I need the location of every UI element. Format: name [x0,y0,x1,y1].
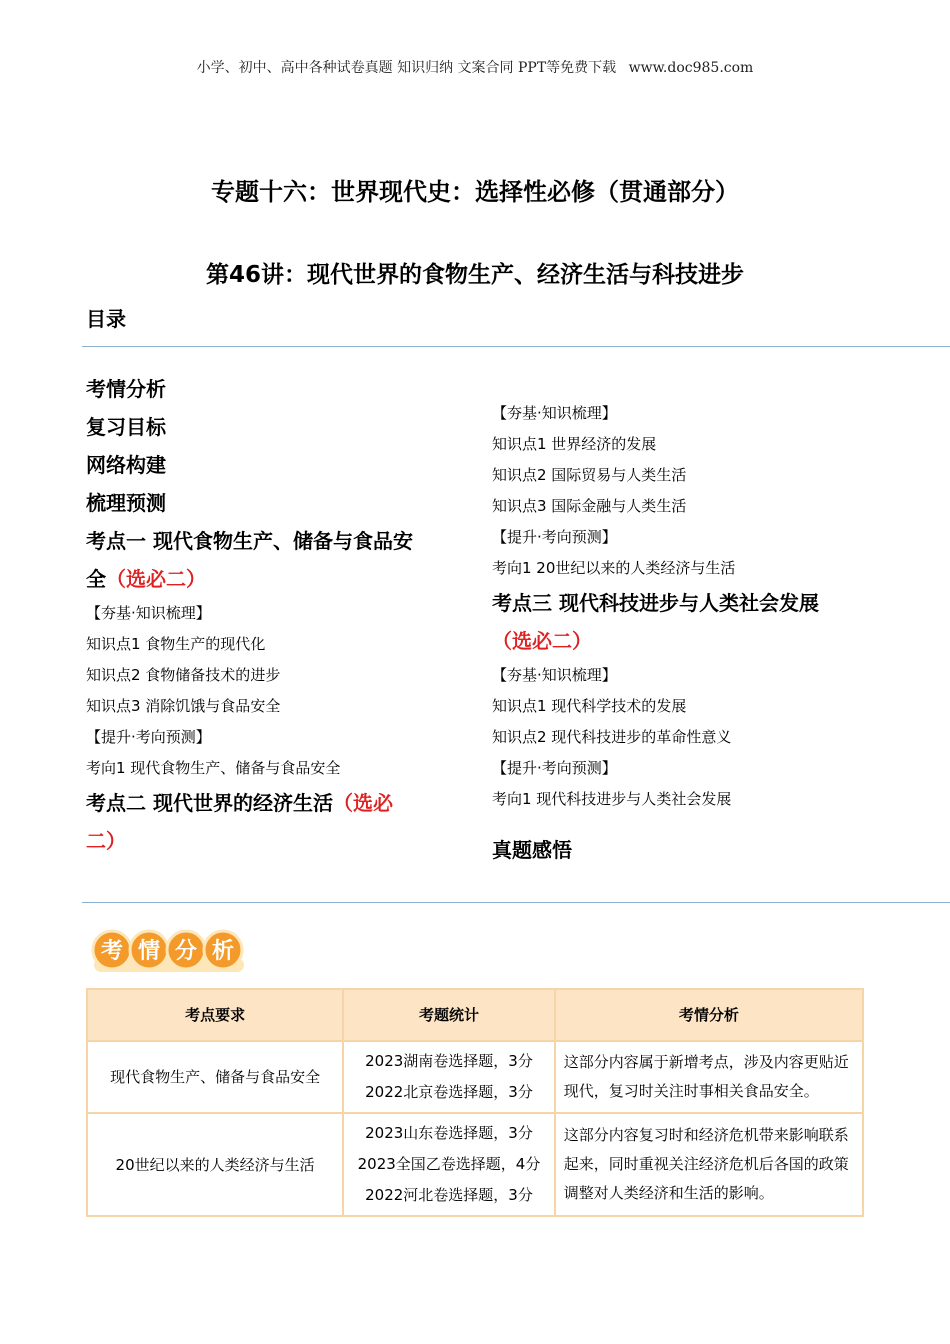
toc-kp2-sub-2[interactable]: 知识点1 世界经济的发展 [492,435,657,453]
toc-kp1-sub-5[interactable]: 【提升·考向预测】 [86,728,211,746]
toc-kp1-sub-4[interactable]: 知识点3 消除饥饿与食品安全 [86,697,281,715]
toc-top-divider [82,346,950,347]
toc-kp1-sub-3[interactable]: 知识点2 食物储备技术的进步 [86,666,281,684]
header-analysis: 考情分析 [555,989,863,1041]
toc-item-network[interactable]: 网络构建 [86,453,166,477]
toc-kp2-sub-5[interactable]: 【提升·考向预测】 [492,528,617,546]
toc-kp1-heading[interactable] [86,522,466,598]
toc-item-review[interactable]: 梳理预测 [86,491,166,515]
header-text: 小学、初中、高中各种试卷真题 知识归纳 文案合同 PPT等免费下载 [196,60,617,76]
toc-kp1-line2: 全 [86,567,106,591]
toc-kp3-heading[interactable]: 考点三 现代科技进步与人类社会发展 [492,591,819,615]
page-header [0,57,950,77]
toc-kp2-tag-2: 二） [86,829,126,853]
toc-kp3-sub-4[interactable]: 【提升·考向预测】 [492,759,617,777]
toc-kp2-line1: 考点二 现代世界的经济生活 [86,791,333,815]
lecture-title: 第46讲：现代世界的食物生产、经济生活与科技进步 [205,262,744,288]
toc-kp1-sub-2[interactable]: 知识点1 食物生产的现代化 [86,635,266,653]
cell-statistics [343,1113,555,1216]
badge-char-3: 分 [174,939,198,964]
toc-kp2-sub-1[interactable]: 【夯基·知识梳理】 [492,404,617,422]
page-title: 专题十六：世界现代史：选择性必修（贯通部分） [211,178,739,206]
toc-kp2-sub-3[interactable]: 知识点2 国际贸易与人类生活 [492,466,687,484]
section-badge-analysis [88,924,248,984]
toc-kp1-tag: （选必二） [106,567,206,591]
stat-line: 2023湖南卷选择题，3分 [365,1052,533,1070]
toc-kp3-sub-1[interactable]: 【夯基·知识梳理】 [492,666,617,684]
toc-item-goals[interactable]: 复习目标 [86,415,166,439]
exam-analysis-table [86,988,864,1217]
toc-kp3-tag: （选必二） [492,629,592,653]
stat-line: 2022河北卷选择题，3分 [365,1186,533,1204]
toc-kp1-line1: 考点一 现代食物生产、储备与食品安 [86,529,413,553]
toc-left-column [86,370,466,860]
toc-item-analysis[interactable]: 考情分析 [86,377,166,401]
toc-kp2-sub-4[interactable]: 知识点3 国际金融与人类生活 [492,497,687,515]
cell-requirement: 现代食物生产、储备与食品安全 [87,1041,343,1113]
toc-kp3-sub-5[interactable]: 考向1 现代科技进步与人类社会发展 [492,790,732,808]
toc-kp1-sub-6[interactable]: 考向1 现代食物生产、储备与食品安全 [86,759,341,777]
toc-item-real-exam[interactable]: 真题感悟 [492,838,572,862]
badge-graphic [88,924,248,980]
stat-line: 2023全国乙卷选择题，4分 [357,1155,541,1173]
table-header-row [87,989,863,1041]
cell-requirement: 20世纪以来的人类经济与生活 [87,1113,343,1216]
header-statistics: 考题统计 [343,989,555,1041]
stat-line: 2023山东卷选择题，3分 [365,1124,533,1142]
toc-right-column [492,398,912,869]
badge-char-4: 析 [211,939,235,964]
toc-kp2-sub-6[interactable]: 考向1 20世纪以来的人类经济与生活 [492,559,736,577]
toc-kp1-sub-1[interactable]: 【夯基·知识梳理】 [86,604,211,622]
table-row [87,1113,863,1216]
table-row [87,1041,863,1113]
cell-statistics [343,1041,555,1113]
badge-char-2: 情 [137,939,161,964]
cell-analysis: 这部分内容复习时和经济危机带来影响联系起来，同时重视关注经济危机后各国的政策调整对人类经济和生活的影响。 [555,1113,863,1216]
toc-kp2-heading[interactable] [86,784,466,860]
toc-label: 目录 [86,307,126,331]
header-url[interactable]: www.doc985.com [628,60,754,76]
toc-kp3-sub-2[interactable]: 知识点1 现代科学技术的发展 [492,697,687,715]
toc-bottom-divider [82,902,950,903]
cell-analysis: 这部分内容属于新增考点，涉及内容更贴近现代，复习时关注时事相关食品安全。 [555,1041,863,1113]
stat-line: 2022北京卷选择题，3分 [365,1083,533,1101]
header-requirement: 考点要求 [87,989,343,1041]
badge-char-1: 考 [100,939,124,964]
toc-kp3-sub-3[interactable]: 知识点2 现代科技进步的革命性意义 [492,728,732,746]
toc-kp2-tag-1: （选必 [332,791,393,815]
